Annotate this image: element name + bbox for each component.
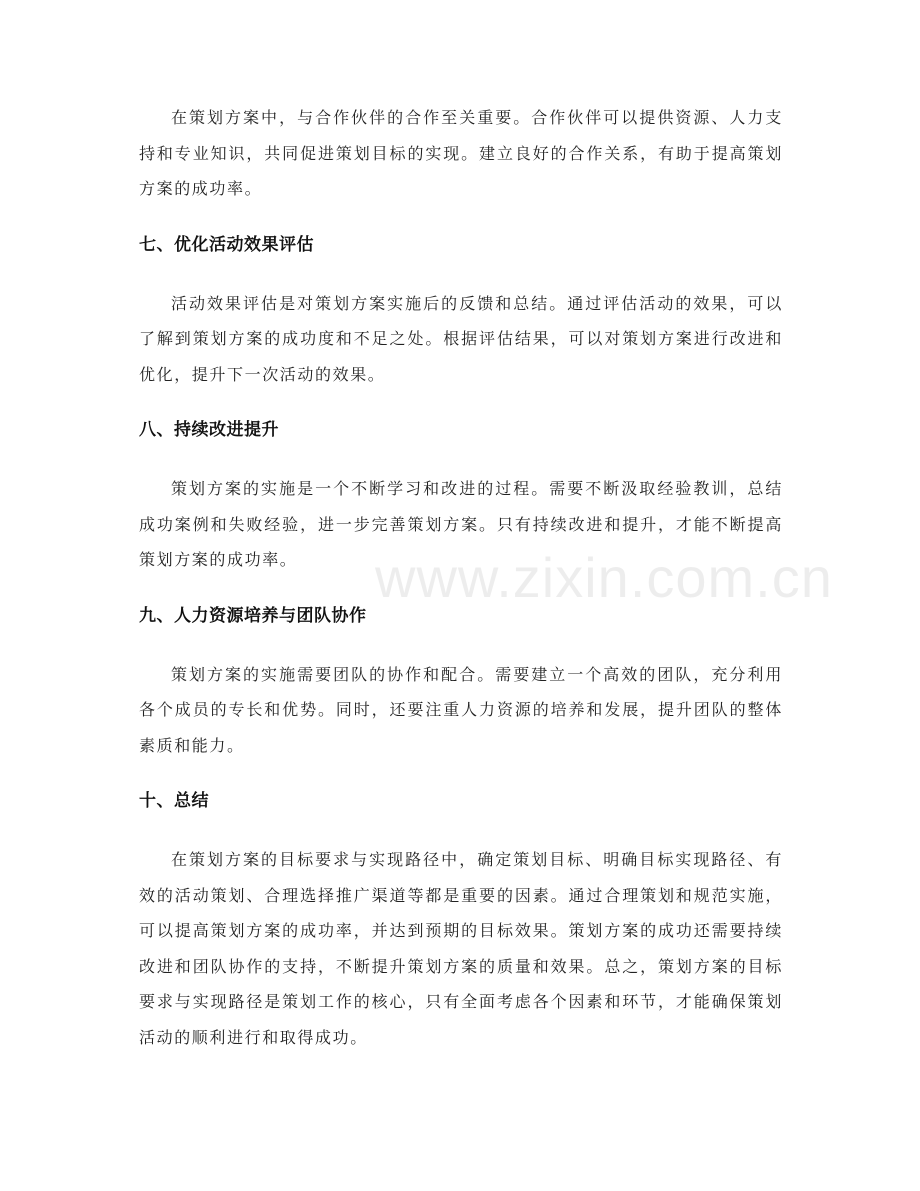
paragraph-section-7: 活动效果评估是对策划方案实施后的反馈和总结。通过评估活动的效果，可以了解到策划方案的成功度和不足之处。根据评估结果，可以对策划方案进行改进和优化，提升下一次活动的效果。: [139, 293, 783, 384]
paragraph-partnership: 在策划方案中，与合作伙伴的合作至关重要。合作伙伴可以提供资源、人力支持和专业知识，共同促进策划目标的实现。建立良好的合作关系，有助于提高策划方案的成功率。: [139, 108, 783, 198]
heading-section-7: 七、优化活动效果评估: [139, 234, 314, 255]
watermark: www.zixin.com.cn: [375, 546, 833, 609]
paragraph-section-10: 在策划方案的目标要求与实现路径中，确定策划目标、明确目标实现路径、有效的活动策划、合理选择推广渠道等都是重要的因素。通过合理策划和规范实施，可以提高策划方案的成功率，并达到预期的目标效果。策划方案的成功还需要持续改进和团队协作的支持，不断提升策划方案的质量和效果。总之，策划方案的目标要求与实现路径是策划工作的核心，只有全面考虑各个因素和环节，才能确保策划活动的顺利进行和取得成功。: [139, 850, 783, 1047]
heading-section-10: 十、总结: [139, 791, 209, 811]
heading-section-9: 九、人力资源培养与团队协作: [139, 605, 367, 626]
paragraph-section-9: 策划方案的实施需要团队的协作和配合。需要建立一个高效的团队，充分利用各个成员的专长和优势。同时，还要注重人力资源的培养和发展，提升团队的整体素质和能力。: [139, 664, 783, 755]
paragraph-section-8: 策划方案的实施是一个不断学习和改进的过程。需要不断汲取经验教训，总结成功案例和失败经验，进一步完善策划方案。只有持续改进和提升，才能不断提高策划方案的成功率。: [139, 479, 783, 569]
heading-section-8: 八、持续改进提升: [139, 420, 279, 440]
